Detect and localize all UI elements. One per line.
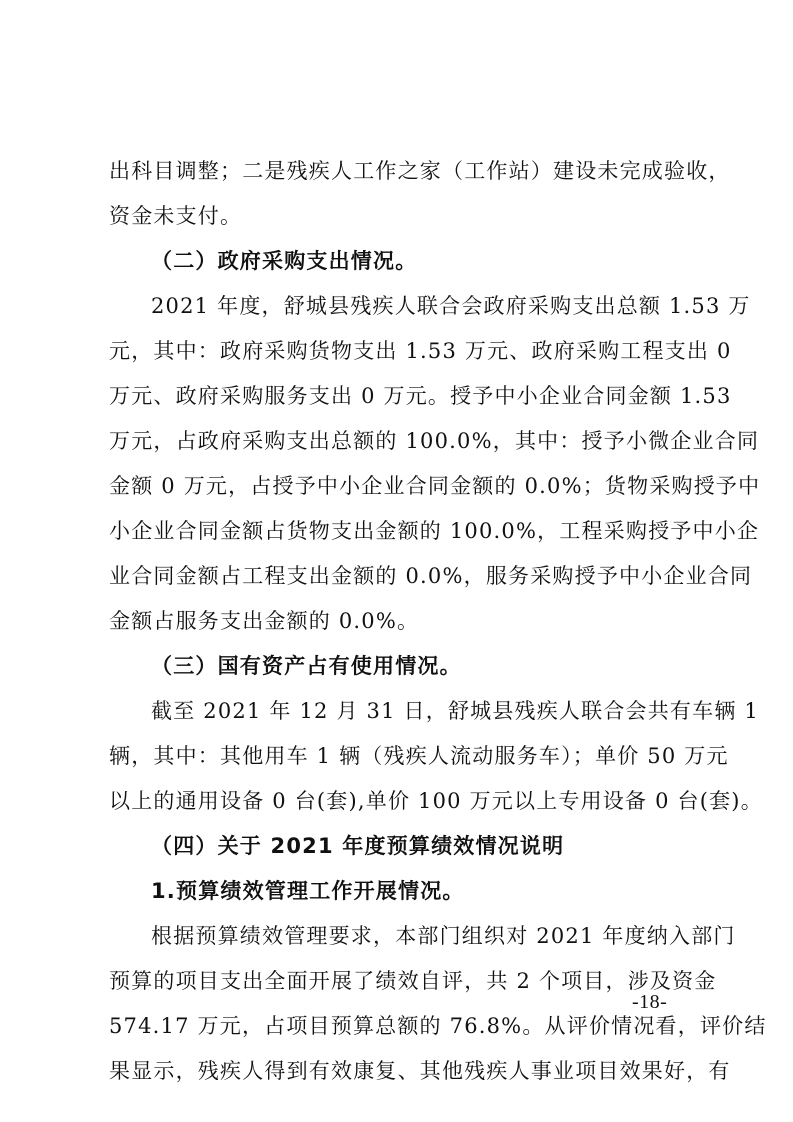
body-line-17: 果显示，残疾人得到有效康复、其他残疾人事业项目效果好，有 — [109, 1059, 731, 1083]
subsection-heading-performance-management: 1.预算绩效管理工作开展情况。 — [151, 879, 465, 903]
section-heading-state-assets: （三）国有资产占有使用情况。 — [151, 654, 462, 678]
body-line-3: 2021 年度，舒城县残疾人联合会政府采购支出总额 1.53 万 — [151, 294, 751, 318]
body-line-12: 辆，其中：其他用车 1 辆（残疾人流动服务车）；单价 50 万元 — [109, 744, 729, 768]
section-heading-government-procurement: （二）政府采购支出情况。 — [151, 249, 418, 273]
body-line-1: 出科目调整；二是残疾人工作之家（工作站）建设未完成验收， — [109, 159, 731, 183]
body-line-14: 根据预算绩效管理要求，本部门组织对 2021 年度纳入部门 — [151, 924, 736, 948]
section-heading-budget-performance: （四）关于 2021 年度预算绩效情况说明 — [151, 834, 565, 858]
body-line-8: 小企业合同金额占货物支出金额的 100.0%，工程采购授予中小企 — [109, 519, 760, 543]
body-line-6: 万元，占政府采购支出总额的 100.0%，其中：授予小微企业合同 — [109, 429, 760, 453]
body-line-7: 金额 0 万元，占授予中小企业合同金额的 0.0%；货物采购授予中 — [109, 474, 761, 498]
body-line-2: 资金未支付。 — [109, 204, 243, 228]
body-line-4: 元，其中：政府采购货物支出 1.53 万元、政府采购工程支出 0 — [109, 339, 732, 363]
page-number: -18- — [632, 991, 668, 1013]
body-line-15: 预算的项目支出全面开展了绩效自评，共 2 个项目，涉及资金 — [109, 969, 717, 993]
body-line-10: 金额占服务支出金额的 0.0%。 — [109, 609, 420, 633]
body-line-16: 574.17 万元，占项目预算总额的 76.8%。从评价情况看，评价结 — [109, 1014, 767, 1038]
body-line-9: 业合同金额占工程支出金额的 0.0%，服务采购授予中小企业合同 — [109, 564, 753, 588]
body-line-5: 万元、政府采购服务支出 0 万元。授予中小企业合同金额 1.53 — [109, 384, 732, 408]
body-line-11: 截至 2021 年 12 月 31 日，舒城县残疾人联合会共有车辆 1 — [151, 699, 759, 723]
body-line-13: 以上的通用设备 0 台(套),单价 100 万元以上专用设备 0 台(套)。 — [109, 789, 763, 813]
